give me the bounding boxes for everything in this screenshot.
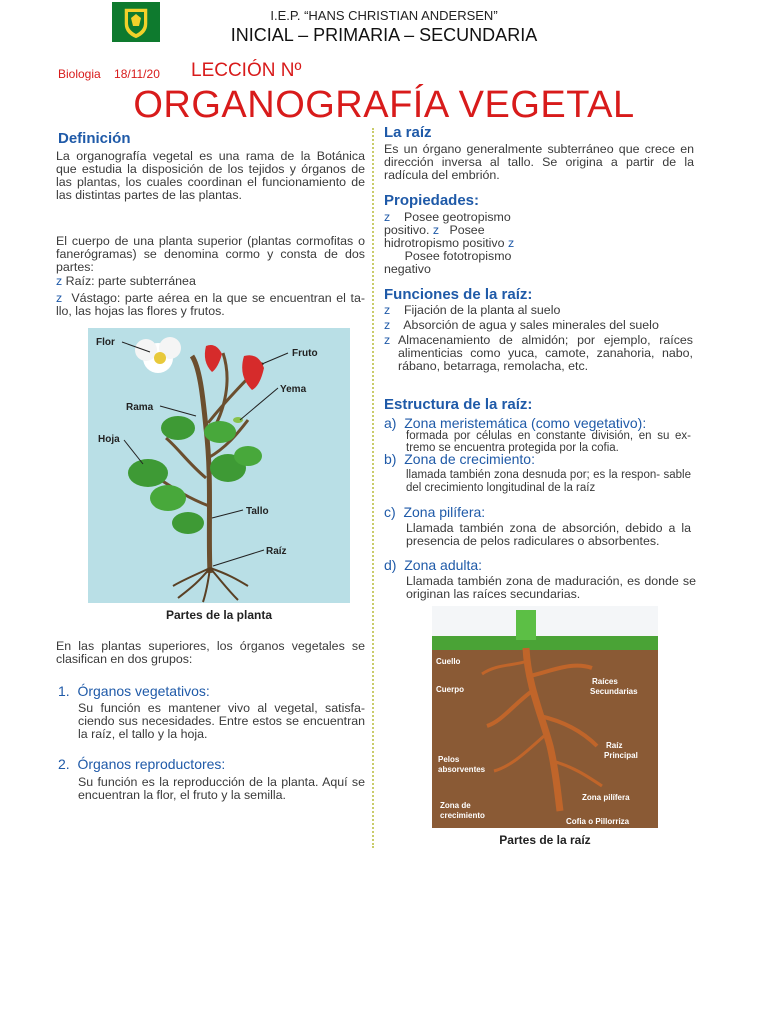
root-label-pelos-1: Pelos [438,755,460,764]
list-number: 1. [58,683,70,699]
list-item [384,304,696,317]
funciones-heading: Funciones de la raíz: [384,286,533,303]
root-illustration [432,606,658,828]
zona-d-title: Zona adulta: [404,557,483,573]
page-title: ORGANOGRAFÍA VEGETAL [133,84,635,126]
root-label-raices-1: Raíces [592,677,618,686]
plant-label-raiz: Raíz [266,546,287,557]
zona-d-heading [384,557,482,573]
plant-label-flor: Flor [96,337,115,348]
plant-label-fruto: Fruto [292,348,318,359]
plant-caption: Partes de la planta [165,608,273,622]
list-letter: d) [384,557,397,573]
bullet-icon: z [384,333,391,347]
zona-d-text: Llamada también zona de maduración, es donde se originan las raíces secundarias. [406,574,696,601]
root-caption: Partes de la raíz [499,833,591,847]
zona-b-title: Zona de crecimiento: [404,451,535,467]
list-letter: b) [384,451,397,467]
raiz-item: Raíz: parte subterránea [65,274,196,288]
bullet-icon: z [432,223,440,237]
zona-c-heading [384,504,485,520]
prop-item-2: Posee hidrotropismo positivo [384,223,505,250]
func-item-1: Fijación de la planta al suelo [403,303,561,317]
organos-vegetativos-heading [58,683,210,699]
cuerpo-text: El cuerpo de una planta superior (plantas cormofitas o fanerógramas) se denomina cormo y consta de dos partes: [56,234,365,274]
prop-item-1: Posee geotropismo positivo. [384,210,511,237]
column-divider [372,128,374,848]
zona-b-heading [384,451,535,467]
definicion-text: La organografía vegetal es una rama de la Botánica que estudia la disposición de los tejidos y órganos de las plantas, los cuales coordinan el funcionamiento de las distintas partes de las plantas. [56,149,365,202]
grupos-text: En las plantas superiores, los órganos vegetales se clasifican en dos grupos: [56,639,365,666]
definicion-heading: Definición [58,130,131,147]
bullet-icon: z [507,236,515,250]
school-levels: INICIAL – PRIMARIA – SECUNDARIA [230,25,538,45]
vastago-item: Vástago: parte aérea en la que se encuentran el ta- llo, las hojas las flores y frutos. [56,291,365,318]
raiz-text: Es un órgano generalmente subterráneo que crece en dirección inversa al tallo. Se origina a partir de la radícula del embrión. [384,142,694,182]
root-label-crecimiento-2: crecimiento [440,811,485,820]
bullet-icon: z [56,274,63,288]
bullet-icon: z [56,291,63,305]
list-letter: c) [384,504,396,520]
zona-c-title: Zona pilífera: [403,504,486,520]
organos-vegetativos-text: Su función es mantener vivo al vegetal, satisfa- ciendo sus necesidades. Entre estos se encuentran la raíz, el tallo y la hoja. [78,701,365,741]
org1-title: Órganos vegetativos: [77,683,210,699]
zona-a-heading [384,415,646,431]
plant-label-hoja: Hoja [98,434,120,445]
plant-illustration [88,328,350,603]
org2-title: Órganos reproductores: [77,756,226,772]
root-label-raices-2: Secundarias [590,687,638,696]
propiedades-heading: Propiedades: [384,192,480,209]
zona-a-title: Zona meristemática (como vegetativo): [404,415,647,431]
bullet-icon: z [384,210,391,224]
func-item-3: Almacenamiento de almidón; por ejemplo, raíces alimenticias como yuca, camote, zanahoria, nabo, rábano, betarraga, remolacha, etc. [398,333,693,373]
date: 18/11/20 [114,67,160,81]
subject-date [58,67,160,81]
list-item [384,319,704,332]
organos-reproductores-heading [58,756,225,772]
lesson-number: LECCIÓN Nº [191,60,302,81]
root-label-principal-1: Raíz [606,741,623,750]
root-label-principal-2: Principal [604,751,638,760]
raiz-heading: La raíz [384,124,432,141]
plant-label-yema: Yema [280,384,307,395]
estructura-heading: Estructura de la raíz: [384,396,533,413]
bullet-icon: z [384,303,391,317]
list-letter: a) [384,415,397,431]
list-item [56,275,365,288]
root-label-cofia: Cofia o Pillorriza [566,817,630,826]
plant-label-rama: Rama [126,402,154,413]
root-label-pelos-2: absorventes [438,765,486,774]
plant-label-tallo: Tallo [246,506,269,517]
zona-a-text: formada por células en constante división, en su ex- tremo se encuentra protegida por la cofia. [406,430,691,454]
propiedades-list [384,211,544,276]
list-number: 2. [58,756,70,772]
root-label-crecimiento-1: Zona de [440,801,471,810]
bullet-icon: z [384,318,391,332]
zona-b-text: llamada también zona desnuda por; es la respon- sable del crecimiento longitudinal de la raíz [406,469,691,494]
root-label-cuerpo: Cuerpo [436,685,464,694]
func-item-2: Absorción de agua y sales minerales del suelo [403,318,659,332]
school-name: I.E.P. “HANS CHRISTIAN ANDERSEN” [270,8,498,23]
zona-c-text: Llamada también zona de absorción, debido a la presencia de pelos radiculares o absorbentes. [406,521,691,548]
list-item [56,292,365,318]
root-label-cuello: Cuello [436,657,461,666]
subject: Biologia [58,67,101,81]
organos-reproductores-text: Su función es la reproducción de la planta. Aquí se encuentran la flor, el fruto y la semilla. [78,775,365,802]
prop-item-3: Posee fototropismo negativo [384,249,512,276]
root-label-pilifera: Zona pilífera [582,793,630,802]
